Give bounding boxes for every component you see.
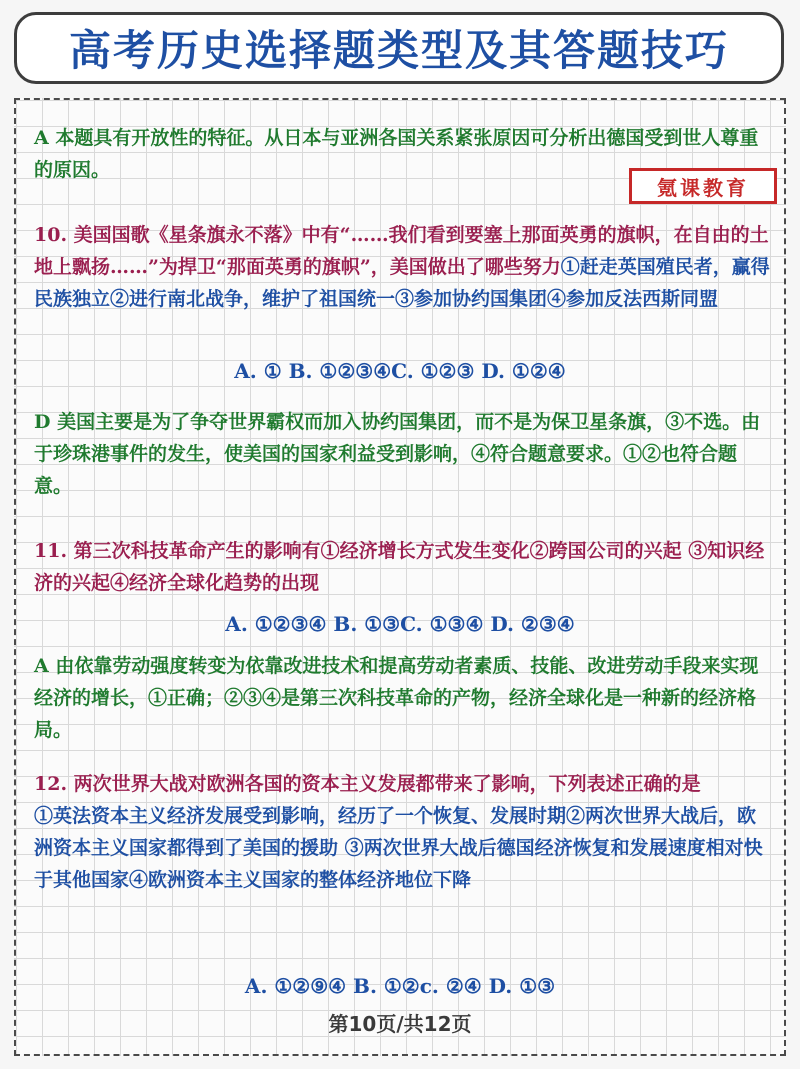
brand-stamp: 氪课教育: [629, 168, 777, 204]
q11-stem: 11. 第三次科技革命产生的影响有①经济增长方式发生变化②跨国公司的兴起 ③知识经济的兴起④经济全球化趋势的出现: [34, 540, 765, 594]
q11-answer-text: A 由依靠劳动强度转变为依靠改进技术和提高劳动者素质、技能、改进劳动手段来实现经济的增长，①正确；②③④是第三次科技革命的产物，经济全球化是一种新的经济格局。: [34, 655, 759, 741]
q9-answer-text: A 本题具有开放性的特征。从日本与亚洲各国关系紧张原因可分析出德国受到世人尊重的原因。: [34, 127, 759, 181]
q10-options: A. ① B. ①②③④C. ①②③ D. ①②④: [234, 359, 566, 383]
q10-answer-text: D 美国主要是为了争夺世界霸权而加入协约国集团，而不是为保卫星条旗，③不选。由于珍珠港事件的发生，使美国的国家利益受到影响，④符合题意要求。①②也符合题意。: [34, 411, 761, 497]
q11-options: A. ①②③④ B. ①③C. ①③④ D. ②③④: [225, 612, 575, 636]
q12-stem-block: [34, 768, 774, 896]
q12-options: A. ①②⑨④ B. ①②c. ②④ D. ①③: [244, 974, 556, 998]
title-banner: [14, 12, 784, 84]
page-title: 高考历史选择题类型及其答题技巧: [68, 26, 729, 75]
q12-stem: 12. 两次世界大战对欧洲各国的资本主义发展都带来了影响，下列表述正确的是: [34, 773, 701, 795]
q10-stem: [34, 219, 774, 315]
q12-statements: ①英法资本主义经济发展受到影响，经历了一个恢复、发展时期②两次世界大战后，欧洲资本主义国家都得到了美国的援助 ③两次世界大战后德国经济恢复和发展速度相对快于其他国家④欧洲资本主义国家的整体经济地位下降: [34, 805, 763, 891]
q10-statements: ①赶走英国殖民者，赢得民族独立②进行南北战争，维护了祖国统一③参加协约国集团④参加反法西斯同盟: [34, 256, 770, 310]
page-indicator: 第10页/共12页: [328, 1012, 472, 1036]
q10-stem-text: 10. 美国国歌《星条旗永不落》中有“……我们看到要塞上那面英勇的旗帜，在自由的土地上飘扬……”为捍卫“那面英勇的旗帜”，美国做出了哪些努力: [34, 224, 769, 278]
